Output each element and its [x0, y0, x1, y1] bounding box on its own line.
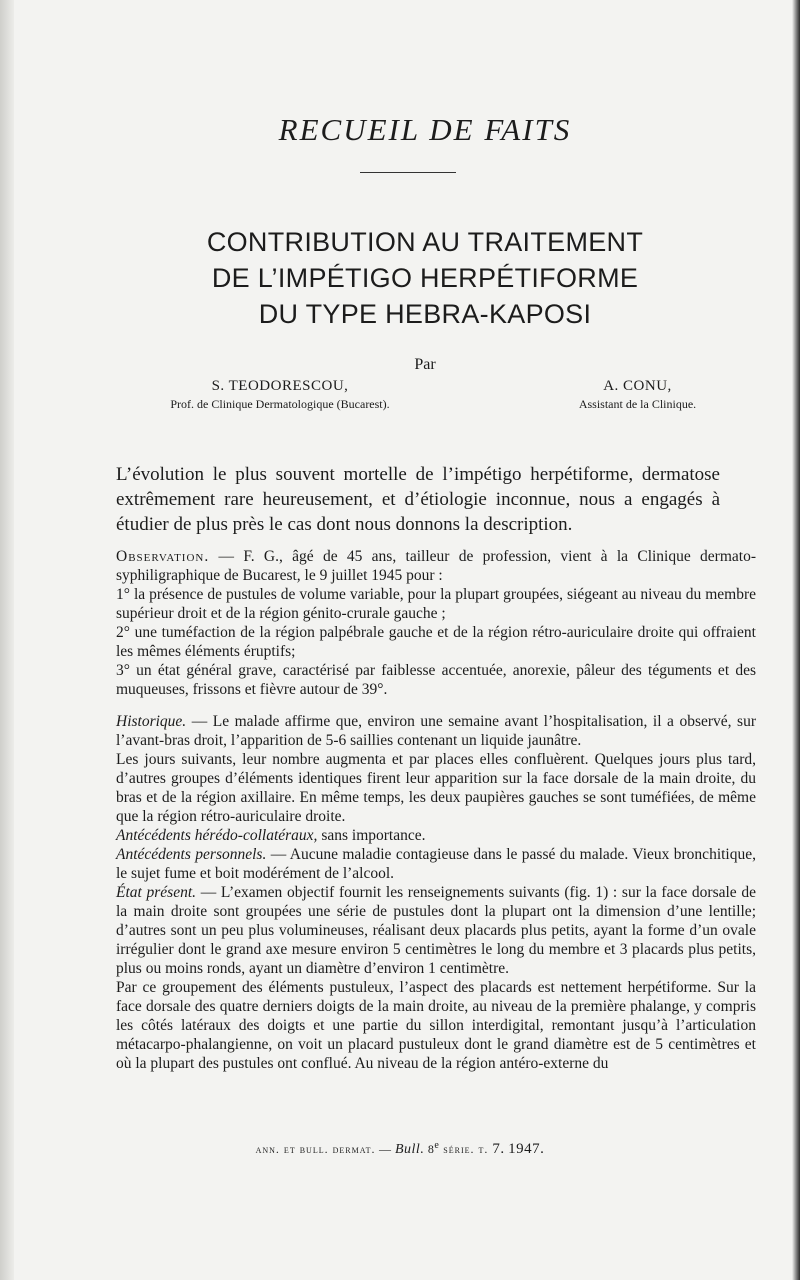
observation-paragraph [116, 547, 756, 585]
historique-label: Historique. [116, 713, 187, 730]
observation-label: Observation. [116, 548, 210, 565]
footer-serie-sup: e [434, 1140, 440, 1151]
footer-year: 1947. [508, 1141, 545, 1157]
footer-serie: série. t. [439, 1142, 493, 1156]
etat-text: — L’examen objectif fournit les renseignements suivants (fig. 1) : sur la face dorsale de la main droite sont groupées une série de pustules dont la plupart ont la dimension d’une lentille; d’autres sont un peu plus volumineuses, réalisant deux placards plus petits, ayant la forme d’un ovale irrégulier dont le grand axe mesure environ 5 centimètres le long du membre et 3 placards plus petits, plus ou moins ronds, ayant un diamètre d’environ 1 centimètre. [116, 884, 756, 977]
observation-item-3: 3° un état général grave, caractérisé par faiblesse accentuée, anorexie, pâleur des téguments et des muqueuses, frissons et fièvre autour de 39°. [116, 662, 756, 698]
intro-paragraph: L’évolution le plus souvent mortelle de l’impétigo herpétiforme, dermatose extrêmement rare heureusement, et d’étiologie inconnue, nous a engagés à étudier de plus près le cas dont nous donnons la description. [116, 464, 720, 535]
observation-text: — F. G., âgé de 45 ans, tailleur de profession, vient à la Clinique dermato-syphiligraphique de Bucarest, le 9 juillet 1945 pour : [116, 548, 756, 584]
etat-paragraph [116, 883, 756, 978]
footer-journal: ann. et bull. dermat. [255, 1142, 376, 1156]
antecedents-p-paragraph [116, 845, 756, 883]
historique-paragraph-2: Les jours suivants, leur nombre augmenta et par places elles confluèrent. Quelques jours plus tard, d’autres groupes d’éléments identiques firent leur apparition sur la face dorsale de la main droite, du bras et de la région axillaire. En même temps, les deux paupières gauches se sont tuméfiées, de même que la région rétro-auriculaire droite. [116, 751, 756, 825]
observation-item-2: 2° une tuméfaction de la région palpébrale gauche et de la région rétro-auriculaire droite qui offraient les mêmes éléments éruptifs; [116, 624, 756, 660]
article-title-line-1: CONTRIBUTION AU TRAITEMENT [206, 227, 644, 257]
article-title-line-3: DU TYPE HEBRA-KAPOSI [258, 299, 592, 329]
title-rule [360, 172, 456, 173]
article-title-line-2: DE L’IMPÉTIGO HERPÉTIFORME [211, 263, 639, 293]
etat-label: État présent. [116, 884, 197, 901]
footer-serie-num: 8 [424, 1142, 435, 1156]
page-right-edge [792, 0, 800, 1280]
historique-paragraph [116, 712, 756, 750]
article-body [116, 547, 756, 1073]
article-title [0, 224, 800, 332]
author-1-affiliation: Prof. de Clinique Dermatologique (Bucarest). [170, 397, 390, 411]
footer-tome: 7. [492, 1141, 505, 1157]
page-binding-edge [0, 0, 14, 1280]
page-footer [0, 1140, 800, 1158]
author-2-affiliation: Assistant de la Clinique. [578, 397, 697, 411]
antecedents-p-label: Antécédents personnels. [116, 846, 267, 863]
observation-item-1: 1° la présence de pustules de volume variable, pour la plupart groupées, siégeant au niveau du membre supérieur droit et de la région génito-crurale gauche ; [116, 586, 756, 622]
antecedents-hc-paragraph [116, 826, 756, 845]
antecedents-hc-label: Antécédents hérédo-collatéraux, [116, 827, 318, 844]
author-2-name: A. CONU, [603, 378, 672, 394]
by-line: Par [414, 356, 436, 373]
antecedents-hc-text: sans importance. [317, 827, 426, 844]
footer-bull: Bull. [394, 1142, 425, 1157]
author-2 [530, 378, 745, 412]
author-1-name: S. TEODORESCOU, [211, 378, 349, 394]
historique-text: — Le malade affirme que, environ une semaine avant l’hospitalisation, il a observé, sur l’avant-bras droit, l’apparition de 5-6 saillies contenant un liquide jaunâtre. [116, 713, 756, 749]
antecedents-p-text: — Aucune maladie contagieuse dans le passé du malade. Vieux bronchitique, le sujet fume et boit modérément de l’alcool. [116, 846, 756, 882]
section-title: RECUEIL DE FAITS [278, 112, 572, 147]
footer-dash: — [375, 1142, 395, 1156]
etat-paragraph-2: Par ce groupement des éléments pustuleux, l’aspect des placards est nettement herpétiforme. Sur la face dorsale des quatre derniers doigts de la main droite, au niveau de la première phalange, y compris les côtés latéraux des doigts et une partie du sillon interdigital, remontant jusqu’à l’articulation métacarpo-phalangienne, on voit un placard pustuleux dont le grand diamètre est de 5 centimètres et où la plupart des pustules ont conflué. Au niveau de la région antéro-externe du [116, 979, 756, 1072]
author-1 [150, 378, 410, 412]
